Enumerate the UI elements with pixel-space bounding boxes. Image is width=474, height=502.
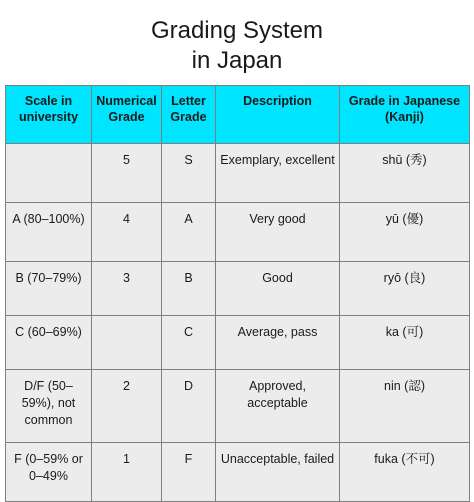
header-description: Description xyxy=(216,86,340,144)
cell-letter: F xyxy=(162,443,216,502)
cell-description: Good xyxy=(216,262,340,316)
header-numerical: Numerical Grade xyxy=(92,86,162,144)
cell-scale: F (0–59% or 0–49% xyxy=(6,443,92,502)
cell-letter: S xyxy=(162,144,216,203)
cell-description: Very good xyxy=(216,203,340,262)
cell-kanji: yū (優) xyxy=(340,203,470,262)
cell-description: Exemplary, excellent xyxy=(216,144,340,203)
cell-description: Average, pass xyxy=(216,316,340,370)
cell-kanji: shū (秀) xyxy=(340,144,470,203)
header-letter: Letter Grade xyxy=(162,86,216,144)
cell-numerical xyxy=(92,316,162,370)
cell-numerical: 3 xyxy=(92,262,162,316)
cell-numerical: 5 xyxy=(92,144,162,203)
title-line-1: Grading System xyxy=(150,17,324,45)
cell-scale xyxy=(6,144,92,203)
cell-numerical: 2 xyxy=(92,370,162,443)
cell-letter: D xyxy=(162,370,216,443)
cell-kanji: fuka (不可) xyxy=(340,443,470,502)
cell-letter: B xyxy=(162,262,216,316)
cell-scale: C (60–69%) xyxy=(6,316,92,370)
page-title xyxy=(0,16,474,76)
cell-scale: A (80–100%) xyxy=(6,203,92,262)
table-row xyxy=(6,370,470,443)
table-row xyxy=(6,262,470,316)
cell-kanji: ka (可) xyxy=(340,316,470,370)
header-scale: Scale in university xyxy=(6,86,92,144)
table-row xyxy=(6,316,470,370)
cell-numerical: 1 xyxy=(92,443,162,502)
cell-numerical: 4 xyxy=(92,203,162,262)
cell-description: Approved, acceptable xyxy=(216,370,340,443)
cell-scale: B (70–79%) xyxy=(6,262,92,316)
table-row xyxy=(6,144,470,203)
table-row xyxy=(6,443,470,502)
table-row xyxy=(6,203,470,262)
grading-table xyxy=(5,85,470,502)
cell-kanji: nin (認) xyxy=(340,370,470,443)
cell-description: Unacceptable, failed xyxy=(216,443,340,502)
cell-kanji: ryō (良) xyxy=(340,262,470,316)
header-kanji: Grade in Japanese (Kanji) xyxy=(340,86,470,144)
cell-letter: A xyxy=(162,203,216,262)
cell-letter: C xyxy=(162,316,216,370)
header-row xyxy=(6,86,470,144)
cell-scale: D/F (50–59%), not common xyxy=(6,370,92,443)
title-line-2: in Japan xyxy=(191,47,283,75)
